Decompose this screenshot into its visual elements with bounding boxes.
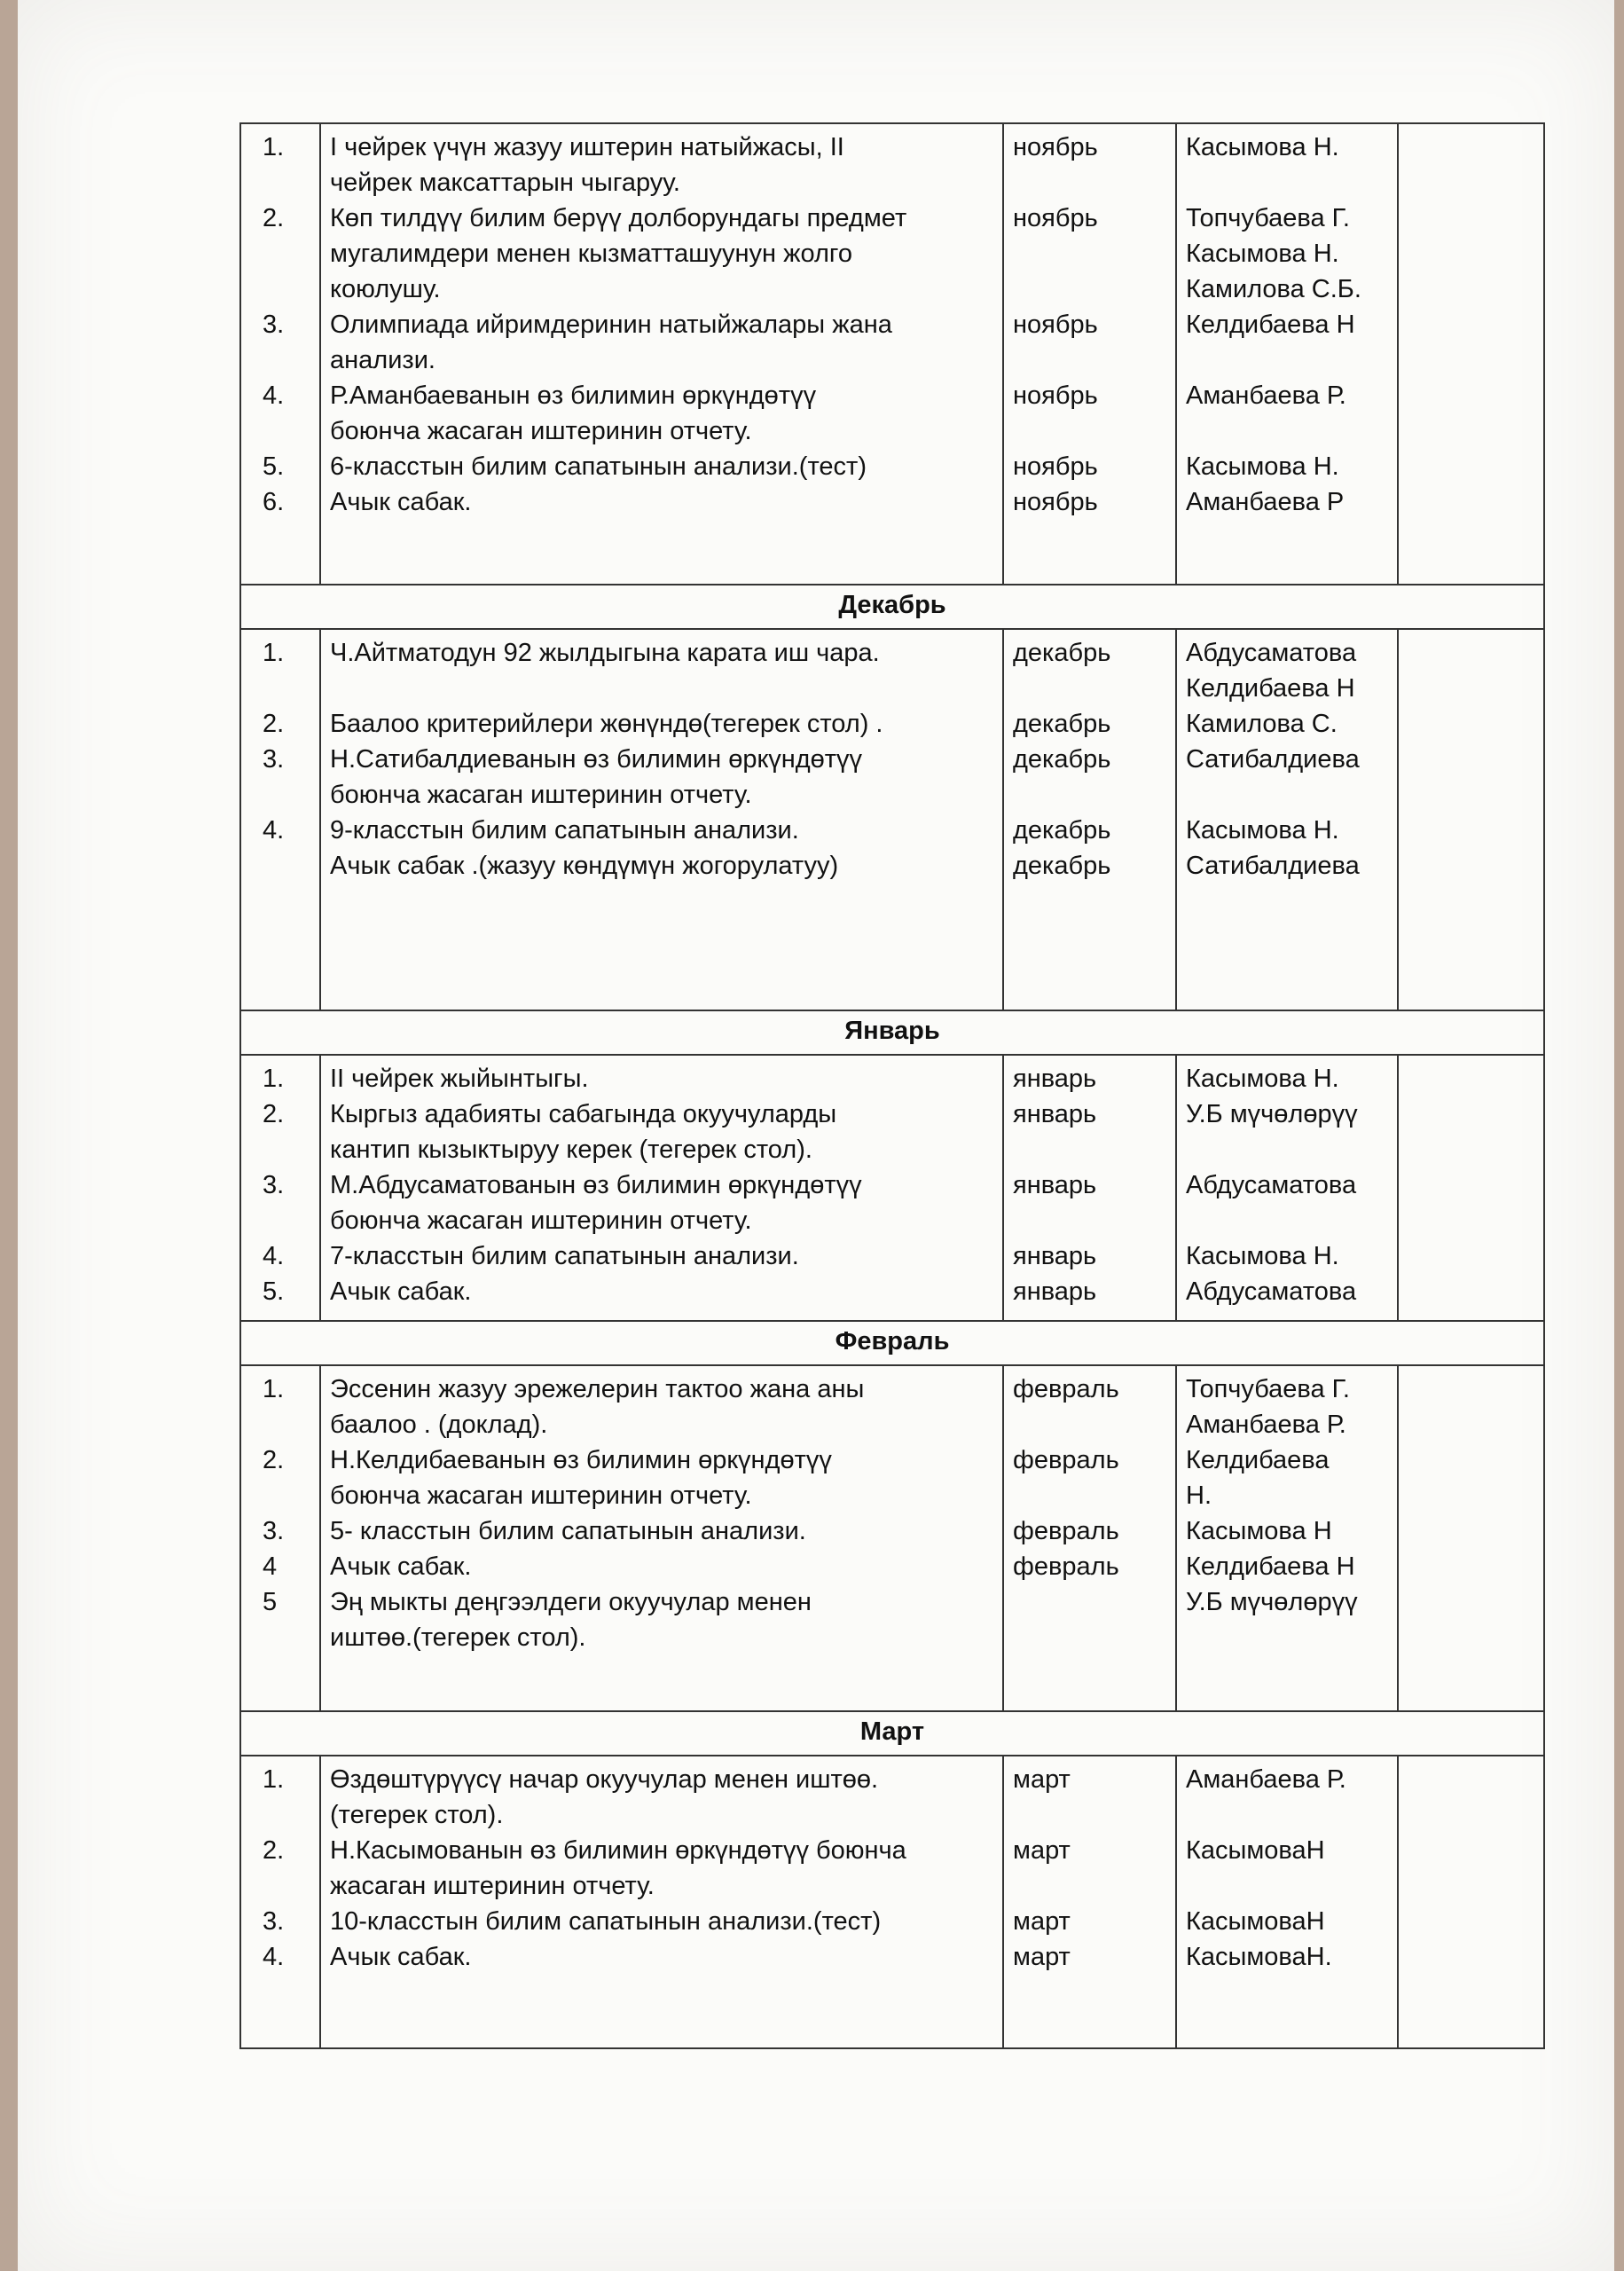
task-line: Баалоо критерийлери жөнүндө(тегерек стол) .	[330, 710, 883, 738]
date-line	[1013, 236, 1166, 271]
date-cell	[1003, 123, 1176, 585]
date-line	[1013, 1478, 1166, 1513]
responsible-line	[1186, 1620, 1388, 1655]
month-title: Март	[240, 1711, 1544, 1756]
responsible-line: У.Б мүчөлөрүү	[1186, 1588, 1358, 1616]
month-title: Декабрь	[240, 585, 1544, 629]
item-number-cell	[240, 1365, 320, 1711]
month-header-row	[240, 1321, 1544, 1365]
responsible-cell	[1176, 1055, 1398, 1321]
task-line: Ачык сабак.	[330, 1552, 472, 1581]
task-line: баалоо . (доклад).	[330, 1411, 548, 1439]
task-line: коюлушу.	[330, 275, 441, 303]
task-cell	[320, 123, 1003, 585]
item-number	[250, 342, 310, 378]
task-line: II чейрек жыйынтыгы.	[330, 1065, 589, 1093]
responsible-line: Келдибаева	[1186, 1446, 1330, 1474]
date-line: февраль	[1013, 1446, 1119, 1474]
responsible-line: Сатибалдиева	[1186, 745, 1360, 774]
notes-cell	[1398, 123, 1544, 585]
task-line: жасаган иштеринин отчету.	[330, 1872, 655, 1900]
date-line: январь	[1013, 1171, 1097, 1199]
date-line	[1013, 165, 1166, 200]
date-line: январь	[1013, 1277, 1097, 1306]
task-line: Олимпиада ийримдеринин натыйжалары жана	[330, 310, 892, 339]
date-line: ноябрь	[1013, 381, 1098, 410]
date-line	[1013, 1620, 1166, 1655]
task-line: боюнча жасаган иштеринин отчету.	[330, 1481, 752, 1510]
date-line	[1013, 271, 1166, 307]
date-line: январь	[1013, 1065, 1097, 1093]
task-line: Кыргыз адабияты сабагында окуучуларды	[330, 1100, 837, 1128]
responsible-line: Касымова Н.	[1186, 1242, 1339, 1270]
date-line: март	[1013, 1836, 1071, 1865]
item-number	[250, 1407, 310, 1442]
date-line: декабрь	[1013, 852, 1111, 880]
item-number: 3.	[263, 745, 285, 774]
item-number: 3.	[263, 310, 285, 339]
date-line	[1013, 1132, 1166, 1167]
responsible-line: Сатибалдиева	[1186, 852, 1360, 880]
task-line: (тегерек стол).	[330, 1801, 504, 1829]
item-number: 4.	[263, 1242, 285, 1270]
notes-cell	[1398, 1756, 1544, 2048]
responsible-line: Аманбаева Р.	[1186, 1765, 1346, 1794]
date-line: январь	[1013, 1242, 1097, 1270]
section-body-row	[240, 1055, 1544, 1321]
date-cell	[1003, 1365, 1176, 1711]
date-line: декабрь	[1013, 639, 1111, 667]
task-line: 10-класстын билим сапатынын анализи.(тест)	[330, 1907, 882, 1936]
item-number: 1.	[263, 1765, 285, 1794]
task-cell	[320, 1055, 1003, 1321]
responsible-line: Касымова Н	[1186, 1517, 1332, 1545]
responsible-line: КасымоваН	[1186, 1836, 1325, 1865]
task-line: боюнча жасаган иштеринин отчету.	[330, 417, 752, 445]
item-number: 4.	[263, 1943, 285, 1971]
task-line: иштөө.(тегерек стол).	[330, 1623, 586, 1652]
date-line: февраль	[1013, 1375, 1119, 1403]
responsible-line: Аманбаева Р.	[1186, 381, 1346, 410]
responsible-line	[1186, 1797, 1388, 1833]
item-number: 4.	[263, 381, 285, 410]
date-line: март	[1013, 1943, 1071, 1971]
task-line: Ч.Айтматодун 92 жылдыгына карата иш чара.	[330, 639, 880, 667]
item-number	[250, 236, 310, 271]
task-line: М.Абдусаматованын өз билимин өркүндөтүү	[330, 1171, 862, 1199]
responsible-line: Аманбаева Р	[1186, 488, 1345, 516]
item-number	[250, 271, 310, 307]
date-line	[1013, 413, 1166, 449]
date-line	[1013, 1584, 1166, 1620]
notes-cell	[1398, 1055, 1544, 1321]
task-line: боюнча жасаган иштеринин отчету.	[330, 781, 752, 809]
month-header-row	[240, 1711, 1544, 1756]
section-body-row	[240, 1756, 1544, 2048]
date-line: март	[1013, 1765, 1071, 1794]
date-line: декабрь	[1013, 745, 1111, 774]
responsible-line: Абдусаматова	[1186, 1277, 1357, 1306]
item-number	[250, 1203, 310, 1238]
date-line: ноябрь	[1013, 310, 1098, 339]
item-number	[250, 671, 310, 706]
date-line	[1013, 1797, 1166, 1833]
item-number	[250, 1797, 310, 1833]
item-number	[250, 413, 310, 449]
item-number: 2.	[263, 1100, 285, 1128]
task-cell	[320, 1365, 1003, 1711]
responsible-line: Касымова Н.	[1186, 240, 1339, 268]
date-line: февраль	[1013, 1552, 1119, 1581]
task-line: 9-класстын билим сапатынын анализи.	[330, 816, 799, 845]
date-line	[1013, 1868, 1166, 1904]
responsible-line: Абдусаматова	[1186, 1171, 1357, 1199]
date-line: ноябрь	[1013, 133, 1098, 161]
task-line: I чейрек үчүн жазуу иштерин натыйжасы, II	[330, 133, 844, 161]
item-number: 2.	[263, 710, 285, 738]
item-number: 6.	[263, 488, 285, 516]
month-header-row	[240, 585, 1544, 629]
task-line: Ачык сабак .(жазуу көндүмүн жогорулатуу)	[330, 852, 839, 880]
responsible-cell	[1176, 1365, 1398, 1711]
item-number: 2.	[263, 1446, 285, 1474]
task-line: Р.Аманбаеванын өз билимин өркүндөтүү	[330, 381, 817, 410]
task-line: 7-класстын билим сапатынын анализи.	[330, 1242, 799, 1270]
item-number: 2.	[263, 1836, 285, 1865]
item-number-cell	[240, 629, 320, 1010]
item-number: 1.	[263, 1375, 285, 1403]
month-title: Январь	[240, 1010, 1544, 1055]
item-number	[250, 1132, 310, 1167]
item-number	[250, 1478, 310, 1513]
date-line: ноябрь	[1013, 204, 1098, 232]
responsible-line	[1186, 1868, 1388, 1904]
item-number: 2.	[263, 204, 285, 232]
task-line: Ачык сабак.	[330, 488, 472, 516]
responsible-line	[1186, 413, 1388, 449]
responsible-line: Камилова С.	[1186, 710, 1338, 738]
responsible-line: Топчубаева Г.	[1186, 1375, 1350, 1403]
task-line: Ачык сабак.	[330, 1277, 472, 1306]
item-number	[250, 777, 310, 813]
responsible-line: Келдибаева Н	[1186, 310, 1355, 339]
responsible-line	[1186, 1132, 1388, 1167]
date-line: ноябрь	[1013, 452, 1098, 481]
responsible-cell	[1176, 123, 1398, 585]
task-line: Көп тилдүү билим берүү долборундагы предмет	[330, 204, 907, 232]
item-number	[250, 1620, 310, 1655]
item-number: 4.	[263, 816, 285, 845]
task-cell	[320, 1756, 1003, 2048]
date-line	[1013, 1203, 1166, 1238]
responsible-line	[1186, 165, 1388, 200]
responsible-line	[1186, 777, 1388, 813]
responsible-line: Абдусаматова	[1186, 639, 1357, 667]
item-number	[250, 1868, 310, 1904]
date-line	[1013, 1407, 1166, 1442]
responsible-line: КасымоваН	[1186, 1907, 1325, 1936]
item-number: 5.	[263, 452, 285, 481]
task-line: чейрек максаттарын чыгаруу.	[330, 169, 680, 197]
responsible-cell	[1176, 1756, 1398, 2048]
task-line: кантип кызыктыруу керек (тегерек стол).	[330, 1136, 812, 1164]
section-body-row	[240, 1365, 1544, 1711]
responsible-cell	[1176, 629, 1398, 1010]
task-line: Н.Сатибалдиеванын өз билимин өркүндөтүү	[330, 745, 863, 774]
item-number: 1.	[263, 1065, 285, 1093]
task-line: анализи.	[330, 346, 435, 374]
responsible-line: Камилова С.Б.	[1186, 275, 1361, 303]
date-line: декабрь	[1013, 816, 1111, 845]
task-line: Өздөштүрүүсү начар окуучулар менен иштөө.	[330, 1765, 879, 1794]
responsible-line: Келдибаева Н	[1186, 1552, 1355, 1581]
item-number: 5.	[263, 1277, 285, 1306]
item-number: 1.	[263, 639, 285, 667]
task-line: боюнча жасаган иштеринин отчету.	[330, 1206, 752, 1235]
task-line: 5- класстын билим сапатынын анализи.	[330, 1517, 806, 1545]
month-title: Февраль	[240, 1321, 1544, 1365]
section-body-row	[240, 123, 1544, 585]
item-number: 1.	[263, 133, 285, 161]
task-line	[330, 671, 993, 706]
date-line: март	[1013, 1907, 1071, 1936]
item-number: 4	[263, 1552, 278, 1581]
responsible-line: Аманбаева Р.	[1186, 1411, 1346, 1439]
item-number: 5	[263, 1588, 278, 1616]
task-line: 6-класстын билим сапатынын анализи.(тест)	[330, 452, 867, 481]
task-line: мугалимдери менен кызматташуунун жолго	[330, 240, 852, 268]
responsible-line: КасымоваН.	[1186, 1943, 1332, 1971]
item-number: 3.	[263, 1171, 285, 1199]
item-number-cell	[240, 1055, 320, 1321]
responsible-line: Касымова Н.	[1186, 816, 1339, 845]
responsible-line: Касымова Н.	[1186, 452, 1339, 481]
task-cell	[320, 629, 1003, 1010]
notes-cell	[1398, 629, 1544, 1010]
date-line: ноябрь	[1013, 488, 1098, 516]
item-number-cell	[240, 123, 320, 585]
responsible-line: Касымова Н.	[1186, 1065, 1339, 1093]
responsible-line	[1186, 1203, 1388, 1238]
responsible-line: Келдибаева Н	[1186, 674, 1355, 703]
date-line	[1013, 777, 1166, 813]
item-number: 3.	[263, 1517, 285, 1545]
date-line: февраль	[1013, 1517, 1119, 1545]
date-cell	[1003, 1055, 1176, 1321]
responsible-line	[1186, 342, 1388, 378]
item-number: 3.	[263, 1907, 285, 1936]
responsible-line: Н.	[1186, 1481, 1212, 1510]
notes-cell	[1398, 1365, 1544, 1711]
task-line: Ачык сабак.	[330, 1943, 472, 1971]
item-number	[250, 848, 310, 884]
responsible-line: Касымова Н.	[1186, 133, 1339, 161]
section-body-row	[240, 629, 1544, 1010]
task-line: Эссенин жазуу эрежелерин тактоо жана аны	[330, 1375, 865, 1403]
item-number-cell	[240, 1756, 320, 2048]
responsible-line: Топчубаева Г.	[1186, 204, 1350, 232]
date-cell	[1003, 1756, 1176, 2048]
date-line: январь	[1013, 1100, 1097, 1128]
date-line	[1013, 671, 1166, 706]
task-line: Н.Келдибаеванын өз билимин өркүндөтүү	[330, 1446, 832, 1474]
work-plan-table	[239, 122, 1545, 2049]
item-number	[250, 165, 310, 200]
month-header-row	[240, 1010, 1544, 1055]
date-line	[1013, 342, 1166, 378]
task-line: Н.Касымованын өз билимин өркүндөтүү боюнча	[330, 1836, 906, 1865]
responsible-line: У.Б мүчөлөрүү	[1186, 1100, 1358, 1128]
document-page	[18, 0, 1614, 2271]
date-line: декабрь	[1013, 710, 1111, 738]
date-cell	[1003, 629, 1176, 1010]
task-line: Эң мыкты деңгээлдеги окуучулар менен	[330, 1588, 812, 1616]
